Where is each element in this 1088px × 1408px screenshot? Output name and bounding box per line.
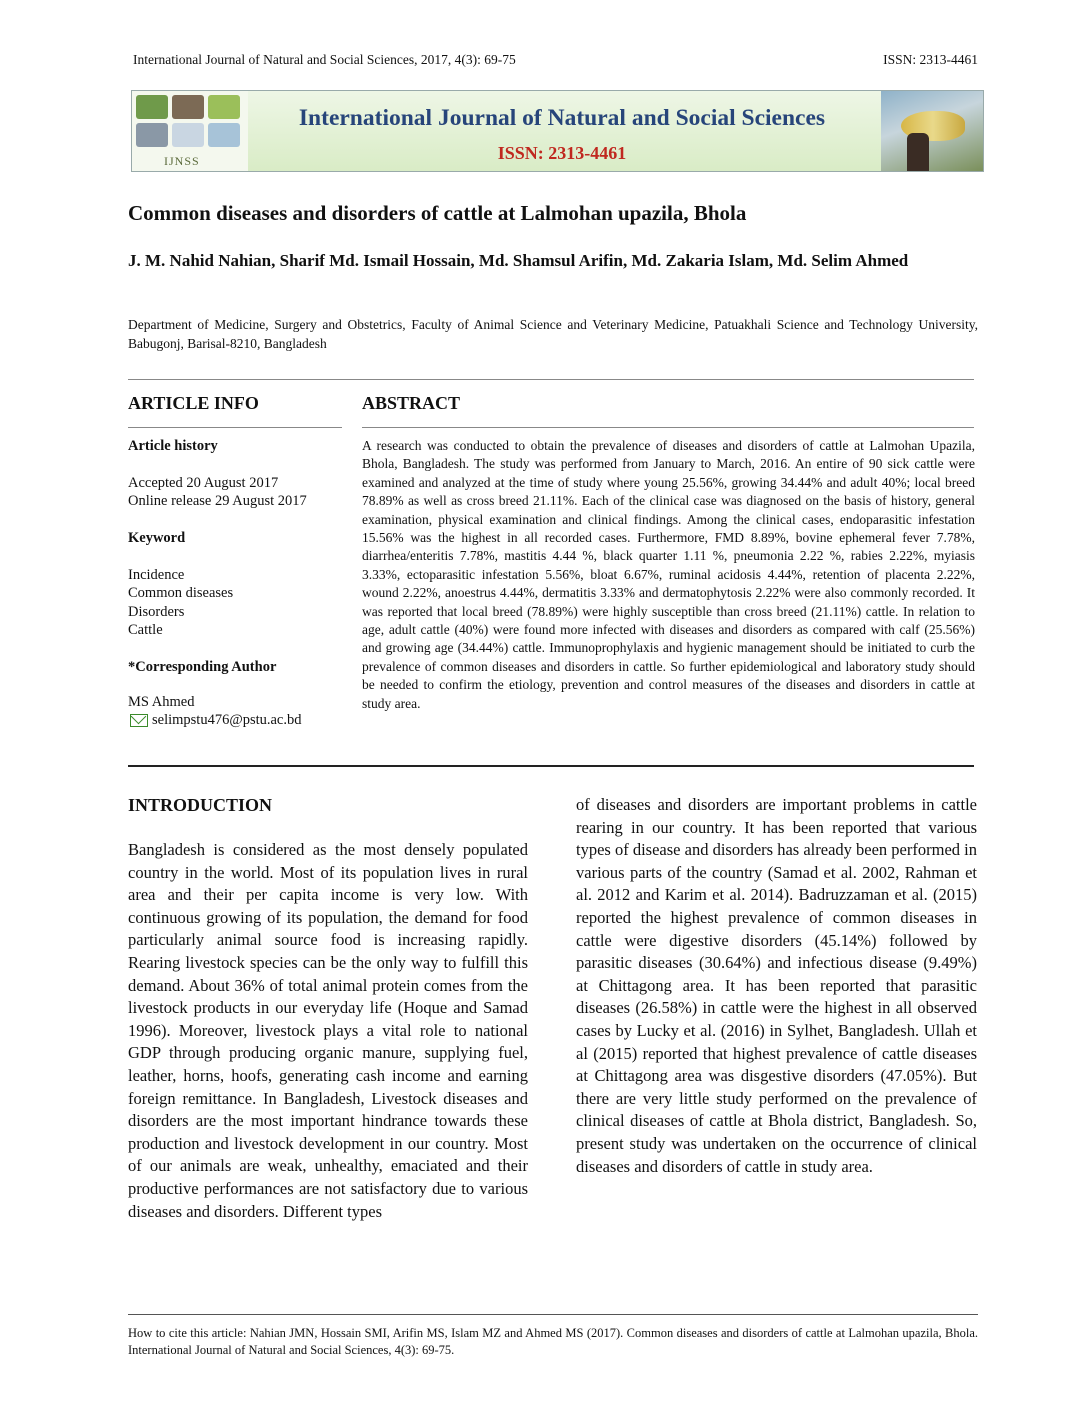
corresponding-email[interactable]: selimpstu476@pstu.ac.bd [152,712,302,728]
mail-icon [130,714,148,727]
footer-divider [128,1314,978,1315]
abstract-heading: ABSTRACT [362,393,461,413]
journal-banner [131,90,984,172]
fish-thumbnail [136,123,168,147]
introduction-right-column: of diseases and disorders are important problems in cattle rearing in our country. It has been reported that various types of disease and disorders has already been performed in various parts of the country (Samad et al. 2002, Rahman et al. 2012 and Karim et al. 2014). Badruzzaman et al. (2015) reported the highest prevalence of common diseases in cattle were digestive disorders (45.14%) followed by parasitic diseases (30.64%) and infectious disease (9.49%) at Chittagong area. It has been reported that parasitic diseases (26.58%) in cattle were the highest in all observed cases by Lucky et al. (2016) in Sylhet, Bangladesh. Ullah et al (2015) reported that highest prevalence of cattle diseases at Chittagong area was disgestive disorders (47.05%). But there are very little study performed on the prevalence of clinical diseases of cattle at Bhola district, Bangladesh. So, present study was undertaken on the occurrence of clinical diseases and disorders of cattle in study area. [576,795,977,1176]
banner-fish-photo [881,91,983,171]
top-divider [128,379,974,380]
hand-image [907,133,929,171]
corresponding-author-name: MS Ahmed [128,694,195,710]
abstract-text: A research was conducted to obtain the prevalence of diseases and disorders of cattle at Lalmohan Upazila, Bhola, Bangladesh. The study was performed from January to March, 2016. An entire of 90 sick cattle were examined and analyzed at the time of study where young 25.56%, growing 34.44% and adult 40%; local breed 78.89% as well as cross breed 21.11%. Each of the clinical case was diagnosed on the basis of history, general examination, physical examination and clinical findings. Among the clinical cases, endoparasitic infestation 15.56% was the highest in all recorded cases. Furthermore, FMD 8.89%, bovine ephemeral fever 7.78%, diarrhea/enteritis 7.78%, mastitis 4.44 %, black quarter 1.11 %, pneumonia 2.22 %, rabies 2.22%, myiasis 3.33%, ectoparasitic infestation 5.56%, bloat 6.67%, ruminal acidosis 4.44%, retention of placenta 2.22%, wound 2.22%, anoestrus 4.44%, dermatitis 3.33% and dermatophytosis 2.22% were also commonly recorded. It was reported that local breed (78.89%) were highly susceptible than cross breed (21.11%) cattle. In relation to age, adult cattle (40%) were found more infected with diseases and disorders as compared with calf (25.56%) and growing age (34.44%) cattle. Immunoprophylaxis and hygienic management should be initiated to curb the prevalence of common diseases and disorders in cattle. So further epidemiological and laboratory study should be needed to confirm the etiology, prevention and control measures of the diseases and disorders in cattle at study area. [362,438,975,711]
article-title: Common diseases and disorders of cattle at Lalmohan upazila, Bhola [128,201,747,225]
affiliation: Department of Medicine, Surgery and Obstetrics, Faculty of Animal Science and Veterinary Medicine, Patuakhali Science and Technology University, Babugonj, Barisal-8210, Bangladesh [128,317,978,351]
keyword-item: Cattle [128,622,163,638]
keyword-label: Keyword [128,530,186,546]
banner-logo-text: IJNSS [164,154,200,168]
abstract-bottom-divider [128,765,974,767]
lab-thumbnail [208,123,240,147]
banner-issn: ISSN: 2313-4461 [497,143,627,163]
article-info-underline [128,427,342,428]
running-header [133,52,978,68]
keyword-item: Incidence [128,567,185,583]
animal-thumbnail [172,95,204,119]
corresponding-author-label: *Corresponding Author [128,659,277,675]
article-info-heading: ARTICLE INFO [128,393,259,413]
keyword-item: Disorders [128,604,185,620]
introduction-heading: INTRODUCTION [128,795,273,815]
header-issn: ISSN: 2313-4461 [883,52,978,67]
corresponding-email-row [130,711,301,730]
banner-title: International Journal of Natural and Social Sciences [298,105,826,131]
chart-thumbnail [172,123,204,147]
author-list: J. M. Nahid Nahian, Sharif Md. Ismail Hossain, Md. Shamsul Arifin, Md. Zakaria Islam, Md. Selim Ahmed [128,251,909,270]
keyword-item: Common diseases [128,585,234,601]
how-to-cite: How to cite this article: Nahian JMN, Hossain SMI, Arifin MS, Islam MZ and Ahmed MS (2017). Common diseases and disorders of cattle at Lalmohan upazila, Bhola. International Journal of Natural and Social Sciences, 4(3): 69-75. [128,1326,978,1357]
abstract-underline [362,427,974,428]
banner-thumbnails [132,91,248,171]
accepted-date: Accepted 20 August 2017 [128,475,279,491]
plant-thumbnail [136,95,168,119]
introduction-left-column: Bangladesh is considered as the most densely populated country in the world. Most of its population lives in rural area and their per capita income is very low. With continuous growing of its population, the demand for food particularly animal source food is increasing rapidly. Rearing livestock species can be the only way to fulfill this demand. About 36% of total animal protein comes from the livestock products in our everyday life (Hoque and Samad 1996). Moreover, livestock plays a vital role to national GDP through producing organic manure, supplying fuel, leather, horns, hoofs, generating cash income and earning foreign remittance. In Bangladesh, Livestock diseases and disorders are the most important hindrance towards these production and livestock development in our country. Most of our animals are weak, unhealthy, emaciated and their productive performances are not satisfactory due to various diseases and disorders. Different types [128,840,528,1221]
article-history-label: Article history [128,438,218,454]
crop-thumbnail [208,95,240,119]
online-release-date: Online release 29 August 2017 [128,493,307,509]
journal-citation: International Journal of Natural and Social Sciences, 2017, 4(3): 69-75 [133,52,516,67]
